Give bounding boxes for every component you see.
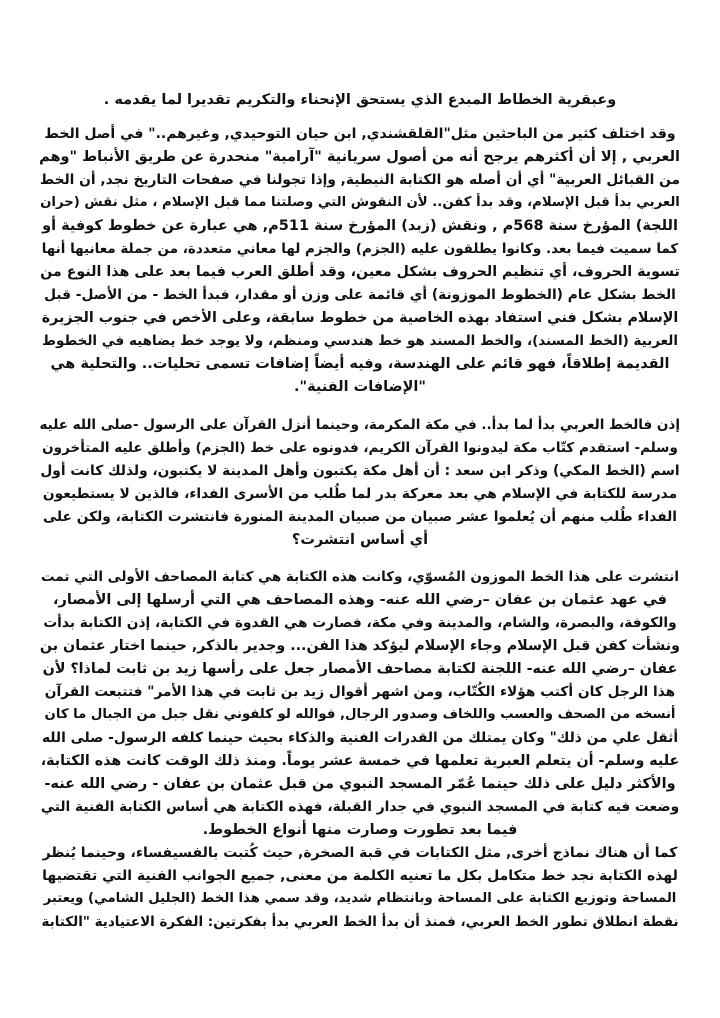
text-line: الإسلام بشكل فني استفاد بهذه الخاصية من خطوط سابقة، وعلى الأخص في جنوب الجزيرة xyxy=(41,310,679,326)
text-line: القديمة إطلاقاً، فهو قائم على الهندسة، وفيه أيضاً إضافات تسمى تحليات.. والتحلية هي xyxy=(50,356,670,372)
text-line: "الإضافات الفنية". xyxy=(294,379,426,395)
text-line: من القبائل العربية" أي أن أصله هو الكتابة النبطية, وإذا تجولنا في صفحات التاريخ نجد, أن الخط xyxy=(39,172,680,188)
text-line: الفداء طُلب منهم أن يُعلموا عشر صبيان من صبيان المدينة المنورة فانتشرت الكتابة، ولكن على xyxy=(43,509,677,525)
text-line: كما أن هناك نماذج أخرى, مثل الكتابات في قبة الصخرة, حيث كُتبت بالفسيفساء، وحينما يُنظر xyxy=(42,845,678,861)
text-line: أثقل علي من ذلك" وكان يمتلك من القدرات الفنية والذكاء بحيث حينما كلفه الرسول- صلى الله xyxy=(41,730,679,746)
text-line: العربي , إلا أن أكثرهم يرجح أنه من أصول سريانية "آرامية" منحدرة عن طريق الأنباط "وهم xyxy=(39,149,680,165)
text-line: عفان –رضي الله عنه- اللجنة لكتابة مصاحف الأمصار جعل على رأسها زيد بن ثابت لماذا؟ لأن xyxy=(42,661,678,677)
text-line: هذا الرجل كان أكتب هؤلاء الكُتّاب، ومن اشهر أقوال زيد بن ثابت في هذا الأمر" فتتبعت القرآن xyxy=(44,684,676,700)
text-line: العربية (الخط المسند)، والخط المسند هو خط هندسي ومنظم، ولا يوجد خط يضاهيه في الخطوط xyxy=(42,333,678,349)
text-line: اسم (الخط المكي) وذكر ابن سعد : أن أهل مكة يكتبون وأهل المدينة لا يكتبون، ولذلك كانت أول xyxy=(40,463,680,479)
text-line: في عهد عثمان بن عفان –رضي الله عنه- وهذه المصاحف هي التي أرسلها إلى الأمصار، xyxy=(53,592,667,608)
text-line: والكوفة، والبصرة، والشام، والمدينة وفي مكة، فصارت هي القدوة في الكتابة، إذن الكتابة بدأت xyxy=(43,615,677,631)
text-line: وعبقرية الخطاط المبدع الذي يستحق الإنحناء والتكريم تقديرا لما يقدمه . xyxy=(103,92,617,108)
text-line: عليه وسلم- أن يتعلم العبرية تعلمها في خمسة عشر يوماً. ومنذ ذلك الوقت كانت هذه الكتابة، xyxy=(40,753,680,769)
text-line: أنسخه من الصحف والعسب واللخاف وصدور الرجال, فوالله لو كلفوني نقل جبل من الجبال ما كان xyxy=(44,707,676,722)
text-line: نقطة انطلاق تطور الخط العربي، فمنذ أن بدأ الخط العربي بدأ بفكرتين: الفكرة الاعتيادية "الكتابة xyxy=(41,914,679,930)
text-line: وقد اختلف كثير من الباحثين مثل"القلقشندي, ابن حيان التوحيدي, وغيرهم.." في أصل الخط xyxy=(44,126,676,142)
text-line: تسوية الحروف، أي تنظيم الحروف بشكل معين، وقد أطلق العرب فيما بعد على هذا النوع من xyxy=(40,264,680,280)
text-line: ونشأت كفن قبل الإسلام وجاء الإسلام ليؤكد هذا الفن... وجدير بالذكر, حينما اختار عثمان بن xyxy=(39,638,680,654)
text-line: وسلم- استقدم كتّاب مكة ليدونوا القرآن الكريم، فدونوه على خط (الجزم) وأطلق عليه المتأخرون xyxy=(42,440,678,456)
text-line: المساحة وتوزيع الكتابة على المساحة وبانتظام شديد، وقد سمي هذا الخط (الجليل الشامي) ويعتبر xyxy=(43,891,677,906)
text-line: إذن فالخط العربي بدأ لما بدأ.. في مكة المكرمة، وحينما أنزل القرآن على الرسول -صلى الله عليه xyxy=(39,417,680,433)
text-line: كما سميت فيما بعد. وكانوا يطلقون عليه (الجزم) والجزم لها معاني متعددة، من جملة معانيها أنها xyxy=(41,241,679,257)
text-line: لهذه الكتابة نجد خط متكامل بكل ما تعنيه الكلمة من معنى, جميع الجوانب الفنية التي تقتضيها xyxy=(42,868,678,884)
text-line: فيما بعد تطورت وصارت منها أنواع الخطوط. xyxy=(202,822,518,838)
text-line: اللجة) المؤرخ سنة 568م , ونقش (زبد) المؤرخ سنة 511م, هي عبارة عن خطوط كوفية أو xyxy=(42,218,678,234)
text-line: والأكثر دليل على ذلك حينما عُمّر المسجد النبوي من قبل عثمان بن عفان - رضي الله عنه- xyxy=(44,776,676,792)
text-line: أي أساس انتشرت؟ xyxy=(291,532,429,548)
text-line: مدرسة للكتابة في الإسلام هي بعد معركة بدر لما طُلب من الأسرى الفداء، فالذين لا يستطيعون xyxy=(42,486,678,502)
text-line: الخط بشكل عام (الخطوط الموزونة) أي قائمة على وزن أو مقدار، فبدأ الخط - من الأصل- قبل xyxy=(44,287,676,303)
text-line: العربي بدأ قبل الإسلام، وقد بدأ كفن.. لأن النقوش التي وصلتنا مما قبل الإسلام ، مثل نقش (حران xyxy=(40,195,680,210)
text-line: وضعت فيه كتابة في المسجد النبوي في جدار القبلة، فهذه الكتابة هي أساس الكتابة الفنية التي xyxy=(40,799,680,815)
text-line: انتشرت على هذا الخط الموزون المُسوّي، وكانت هذه الكتابة هي كتابة المصاحف الأولى التي تمت xyxy=(40,569,679,585)
